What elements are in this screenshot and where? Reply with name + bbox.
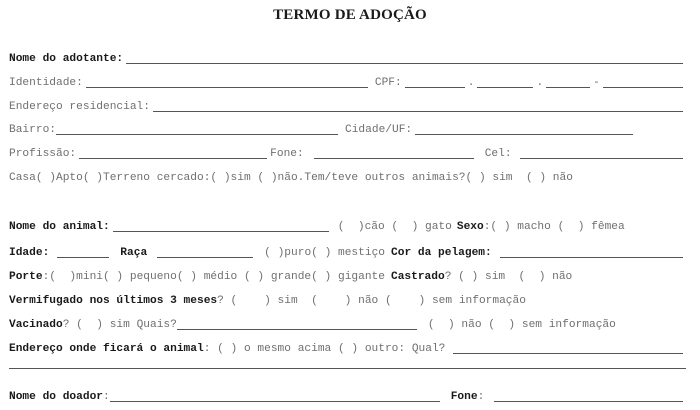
phone-label: Fone: [270,148,304,160]
row-vaccinated [9,316,686,332]
row-address [9,98,686,114]
donor-name-field[interactable] [110,390,440,402]
species-options[interactable]: ( )cão ( ) gato [337,221,452,233]
dewormed-options[interactable]: ? ( ) sim ( ) não ( ) sem informação [217,295,526,307]
housing-options[interactable]: Casa( )Apto( )Terreno cercado:( )sim ( )não.Tem/teve outros animais?( ) sim ( ) não [9,172,573,184]
cell-field[interactable] [520,147,683,159]
row-identity [9,74,686,90]
donor-phone-colon: : [477,391,485,403]
vaccinated-label: Vacinado [9,319,63,331]
donor-phone-field[interactable] [494,390,683,402]
breed-field[interactable] [157,246,253,258]
district-label: Bairro: [9,124,56,136]
cpf-dash: - [593,77,600,89]
sex-label: Sexo [456,221,484,233]
row-donor [9,388,686,404]
row-animal-address [9,340,686,356]
cpf-label: CPF: [374,77,402,89]
age-field[interactable] [57,246,109,258]
row-district [9,121,686,137]
row-dewormed [9,292,686,308]
cpf-field-4[interactable] [603,76,683,88]
form-title: TERMO DE ADOÇÃO [273,7,427,23]
donor-name-label: Nome do doador [9,391,103,403]
profession-field[interactable] [79,147,267,159]
adopter-name-field[interactable] [126,52,683,64]
size-label: Porte [9,271,43,283]
animal-address-options[interactable]: : ( ) o mesmo acima ( ) outro: Qual? [203,343,446,355]
size-options[interactable]: :( )mini( ) pequeno( ) médio ( ) grande( ) gigante [42,271,385,283]
dewormed-label: Vermifugado nos últimos 3 meses [9,295,218,307]
district-field[interactable] [56,123,338,135]
neutered-options[interactable]: ? ( ) sim ( ) não [444,271,573,283]
cpf-field-1[interactable] [405,76,465,88]
cpf-dot-1: . [467,77,475,89]
row-profession [9,145,686,161]
row-animal-name [9,218,686,234]
breed-label: Raça [120,247,148,259]
cell-label: Cel: [484,148,512,160]
city-label: Cidade/UF: [345,124,413,136]
animal-name-label: Nome do animal: [9,221,110,233]
phone-field[interactable] [314,147,474,159]
vaccinated-options-2[interactable]: ( ) não ( ) sem informação [427,319,616,331]
breed-options[interactable]: ( )puro( ) mestiço [264,247,386,259]
city-field[interactable] [415,123,633,135]
adopter-name-label: Nome do adotante: [9,53,124,65]
donor-name-colon: : [103,391,110,403]
profession-label: Profissão: [9,148,77,160]
animal-address-label: Endereço onde ficará o animal [9,343,204,355]
extra-address-line[interactable] [9,368,686,369]
cpf-field-2[interactable] [477,76,533,88]
cpf-field-3[interactable] [546,76,590,88]
cpf-dot-2: . [536,77,544,89]
age-label: Idade: [9,247,50,259]
identity-field[interactable] [86,76,368,88]
coat-color-label: Cor da pelagem: [391,247,492,259]
coat-color-field[interactable] [500,246,683,258]
row-size [9,268,686,284]
row-housing [9,169,686,185]
address-label: Endereço residencial: [9,101,150,113]
address-field[interactable] [153,100,683,112]
vaccinated-options[interactable]: ? ( ) sim Quais? [62,319,177,331]
identity-label: Identidade: [9,77,83,89]
sex-options[interactable]: :( ) macho ( ) fêmea [483,221,625,233]
animal-address-field[interactable] [453,342,683,354]
row-age [9,244,686,260]
row-adopter-name [9,50,686,66]
vaccines-field[interactable] [177,318,417,330]
donor-phone-label: Fone [450,391,478,403]
neutered-label: Castrado [390,271,445,283]
animal-name-field[interactable] [113,220,329,232]
